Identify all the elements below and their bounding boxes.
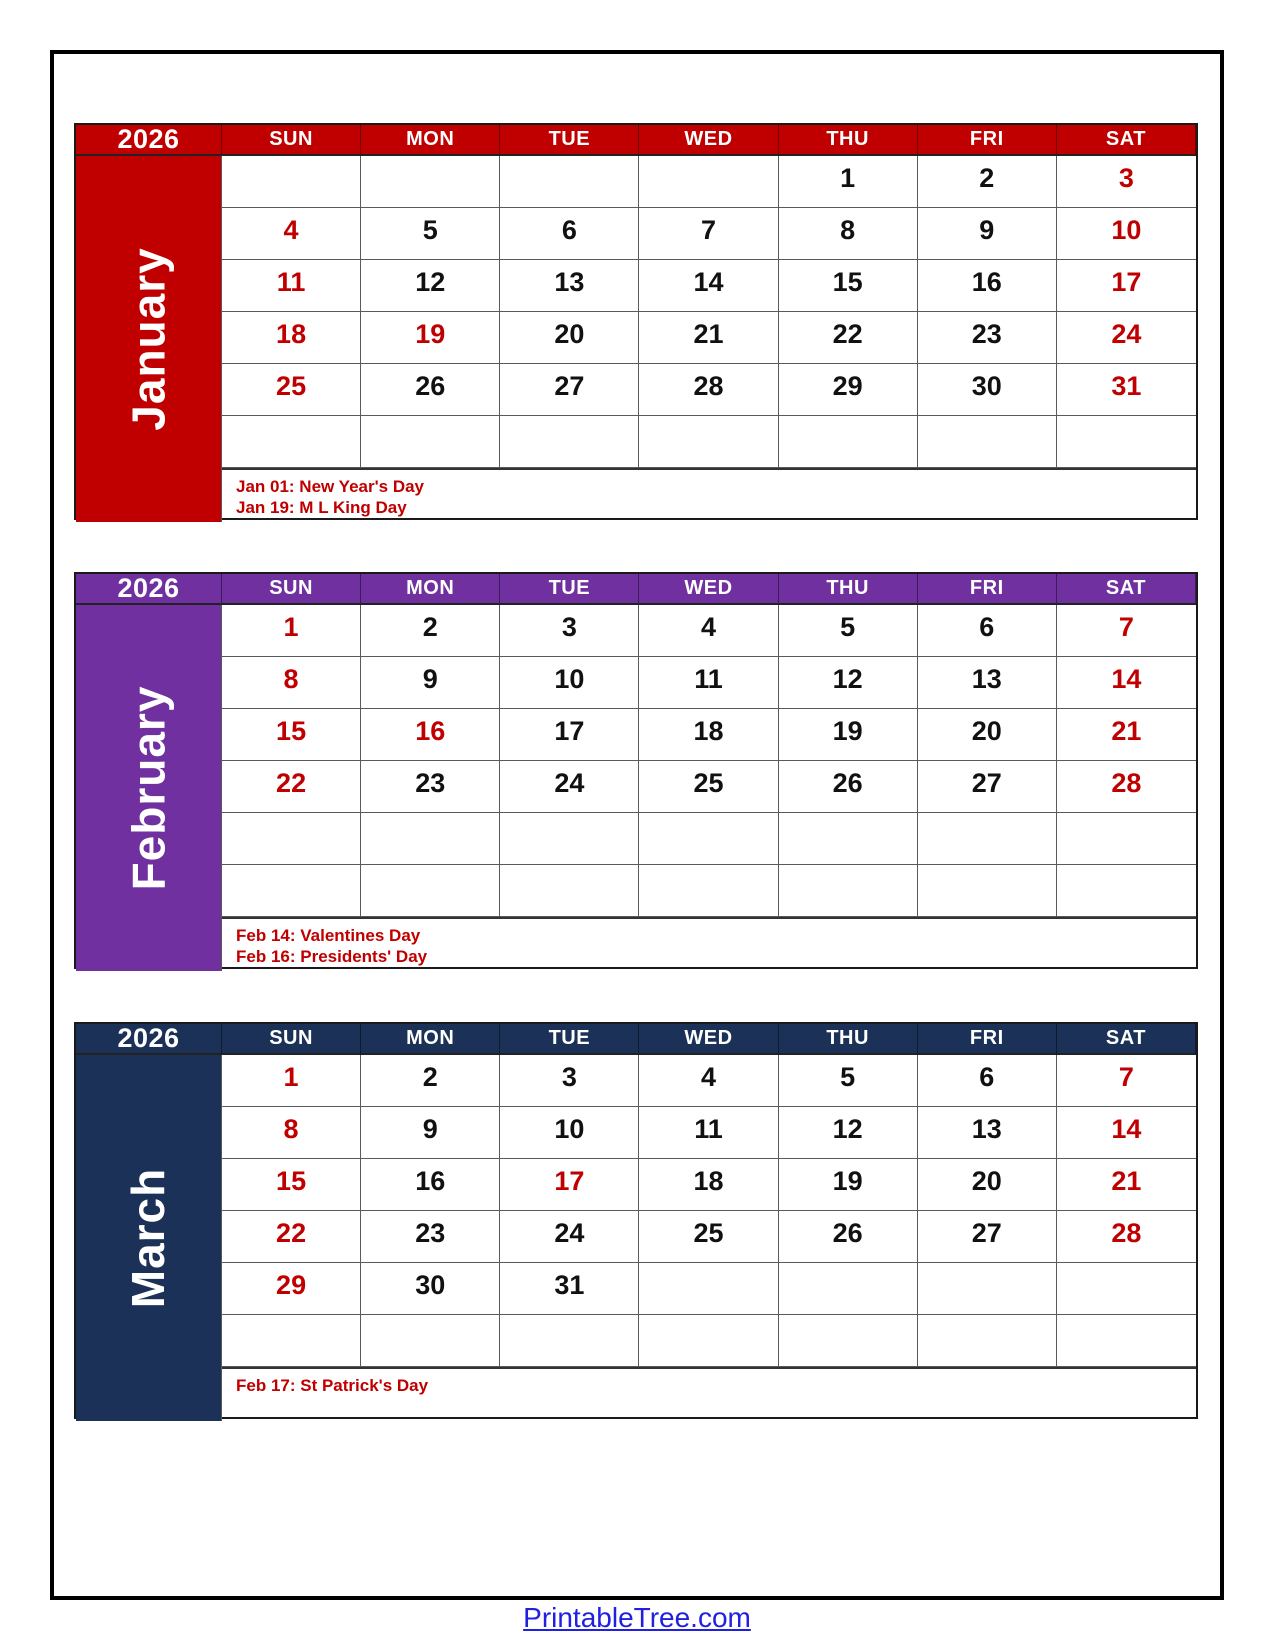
date-cell-empty xyxy=(639,416,778,468)
date-cell-february-14: 14 xyxy=(1057,657,1196,709)
date-cell-empty xyxy=(779,416,918,468)
month-band-february xyxy=(76,605,222,971)
holiday-note: Feb 16: Presidents' Day xyxy=(236,947,428,966)
date-cell-march-26: 26 xyxy=(779,1211,918,1263)
month-table-march xyxy=(74,1022,1198,1419)
date-cell-january-8: 8 xyxy=(779,208,918,260)
date-cell-january-10: 10 xyxy=(1057,208,1196,260)
weekday-header-mon: MON xyxy=(361,574,500,605)
date-cell-empty xyxy=(500,416,639,468)
date-cell-january-7: 7 xyxy=(639,208,778,260)
year-label: 2026 xyxy=(76,1024,222,1055)
date-cell-empty xyxy=(222,865,361,917)
date-cell-march-10: 10 xyxy=(500,1107,639,1159)
holiday-note: Jan 01: New Year's Day xyxy=(236,477,425,496)
printabletree-link[interactable]: PrintableTree.com xyxy=(523,1602,751,1633)
weekday-header-sat: SAT xyxy=(1057,574,1196,605)
date-cell-january-23: 23 xyxy=(918,312,1057,364)
date-cell-empty xyxy=(779,1263,918,1315)
year-label: 2026 xyxy=(76,574,222,605)
date-cell-january-22: 22 xyxy=(779,312,918,364)
date-cell-march-19: 19 xyxy=(779,1159,918,1211)
date-cell-empty xyxy=(918,1263,1057,1315)
weekday-header-mon: MON xyxy=(361,1024,500,1055)
weekday-header-sun: SUN xyxy=(222,574,361,605)
date-cell-march-15: 15 xyxy=(222,1159,361,1211)
date-cell-january-9: 9 xyxy=(918,208,1057,260)
date-cell-march-28: 28 xyxy=(1057,1211,1196,1263)
holiday-notes xyxy=(222,1367,1196,1421)
date-cell-january-6: 6 xyxy=(500,208,639,260)
date-cell-february-9: 9 xyxy=(361,657,500,709)
date-cell-march-7: 7 xyxy=(1057,1055,1196,1107)
date-cell-january-28: 28 xyxy=(639,364,778,416)
year-label: 2026 xyxy=(76,125,222,156)
weekday-header-sat: SAT xyxy=(1057,125,1196,156)
date-cell-march-25: 25 xyxy=(639,1211,778,1263)
date-cell-empty xyxy=(639,1263,778,1315)
date-cell-february-20: 20 xyxy=(918,709,1057,761)
date-cell-empty xyxy=(639,156,778,208)
date-cell-empty xyxy=(779,813,918,865)
weekday-header-wed: WED xyxy=(639,1024,778,1055)
date-cell-empty xyxy=(918,416,1057,468)
date-cell-january-13: 13 xyxy=(500,260,639,312)
date-cell-february-28: 28 xyxy=(1057,761,1196,813)
date-cell-february-26: 26 xyxy=(779,761,918,813)
date-cell-january-20: 20 xyxy=(500,312,639,364)
date-cell-february-17: 17 xyxy=(500,709,639,761)
date-cell-empty xyxy=(779,1315,918,1367)
date-cell-january-17: 17 xyxy=(1057,260,1196,312)
date-cell-january-3: 3 xyxy=(1057,156,1196,208)
date-cell-empty xyxy=(639,865,778,917)
date-cell-march-29: 29 xyxy=(222,1263,361,1315)
date-cell-empty xyxy=(1057,813,1196,865)
date-cell-march-1: 1 xyxy=(222,1055,361,1107)
date-cell-empty xyxy=(1057,1263,1196,1315)
date-cell-empty xyxy=(500,813,639,865)
date-cell-empty xyxy=(918,1315,1057,1367)
date-cell-empty xyxy=(500,865,639,917)
date-cell-january-27: 27 xyxy=(500,364,639,416)
holiday-note: Jan 19: M L King Day xyxy=(236,498,407,517)
date-cell-february-22: 22 xyxy=(222,761,361,813)
month-table-february xyxy=(74,572,1198,969)
month-name-label: March xyxy=(122,1167,175,1309)
date-cell-january-24: 24 xyxy=(1057,312,1196,364)
weekday-header-fri: FRI xyxy=(918,125,1057,156)
date-cell-february-16: 16 xyxy=(361,709,500,761)
date-cell-empty xyxy=(222,156,361,208)
date-cell-february-6: 6 xyxy=(918,605,1057,657)
date-cell-march-12: 12 xyxy=(779,1107,918,1159)
date-cell-march-5: 5 xyxy=(779,1055,918,1107)
weekday-header-tue: TUE xyxy=(500,1024,639,1055)
date-cell-empty xyxy=(361,416,500,468)
weekday-header-wed: WED xyxy=(639,125,778,156)
date-cell-march-31: 31 xyxy=(500,1263,639,1315)
date-cell-march-6: 6 xyxy=(918,1055,1057,1107)
weekday-header-tue: TUE xyxy=(500,125,639,156)
date-cell-empty xyxy=(1057,1315,1196,1367)
date-cell-march-8: 8 xyxy=(222,1107,361,1159)
month-name-label: February xyxy=(122,685,175,891)
date-cell-march-22: 22 xyxy=(222,1211,361,1263)
date-cell-january-30: 30 xyxy=(918,364,1057,416)
date-cell-january-4: 4 xyxy=(222,208,361,260)
date-cell-empty xyxy=(500,156,639,208)
date-cell-march-14: 14 xyxy=(1057,1107,1196,1159)
date-cell-february-12: 12 xyxy=(779,657,918,709)
date-cell-january-18: 18 xyxy=(222,312,361,364)
date-cell-march-13: 13 xyxy=(918,1107,1057,1159)
date-cell-march-21: 21 xyxy=(1057,1159,1196,1211)
date-cell-january-25: 25 xyxy=(222,364,361,416)
date-cell-january-19: 19 xyxy=(361,312,500,364)
date-cell-january-14: 14 xyxy=(639,260,778,312)
month-band-january xyxy=(76,156,222,522)
date-cell-empty xyxy=(222,1315,361,1367)
month-band-march xyxy=(76,1055,222,1421)
holiday-note: Feb 14: Valentines Day xyxy=(236,926,421,945)
date-cell-march-11: 11 xyxy=(639,1107,778,1159)
date-cell-january-26: 26 xyxy=(361,364,500,416)
date-cell-january-29: 29 xyxy=(779,364,918,416)
weekday-header-fri: FRI xyxy=(918,574,1057,605)
date-cell-january-16: 16 xyxy=(918,260,1057,312)
weekday-header-thu: THU xyxy=(779,125,918,156)
date-cell-february-11: 11 xyxy=(639,657,778,709)
date-cell-january-12: 12 xyxy=(361,260,500,312)
date-cell-february-18: 18 xyxy=(639,709,778,761)
date-cell-march-20: 20 xyxy=(918,1159,1057,1211)
date-cell-empty xyxy=(779,865,918,917)
date-cell-march-3: 3 xyxy=(500,1055,639,1107)
date-cell-march-16: 16 xyxy=(361,1159,500,1211)
month-name-label: January xyxy=(122,247,175,431)
date-cell-february-7: 7 xyxy=(1057,605,1196,657)
date-cell-march-17: 17 xyxy=(500,1159,639,1211)
date-cell-march-27: 27 xyxy=(918,1211,1057,1263)
date-cell-february-2: 2 xyxy=(361,605,500,657)
holiday-notes xyxy=(222,468,1196,522)
date-cell-february-15: 15 xyxy=(222,709,361,761)
weekday-header-wed: WED xyxy=(639,574,778,605)
holiday-note: Feb 17: St Patrick's Day xyxy=(236,1376,429,1395)
date-cell-empty xyxy=(1057,416,1196,468)
date-cell-empty xyxy=(361,813,500,865)
date-cell-january-31: 31 xyxy=(1057,364,1196,416)
weekday-header-thu: THU xyxy=(779,574,918,605)
weekday-header-sat: SAT xyxy=(1057,1024,1196,1055)
date-cell-january-21: 21 xyxy=(639,312,778,364)
date-cell-march-30: 30 xyxy=(361,1263,500,1315)
date-cell-february-3: 3 xyxy=(500,605,639,657)
date-cell-march-2: 2 xyxy=(361,1055,500,1107)
holiday-notes xyxy=(222,917,1196,971)
date-cell-march-18: 18 xyxy=(639,1159,778,1211)
date-cell-january-15: 15 xyxy=(779,260,918,312)
date-cell-march-23: 23 xyxy=(361,1211,500,1263)
date-cell-empty xyxy=(918,813,1057,865)
date-cell-empty xyxy=(639,1315,778,1367)
weekday-header-sun: SUN xyxy=(222,125,361,156)
date-cell-february-24: 24 xyxy=(500,761,639,813)
weekday-header-sun: SUN xyxy=(222,1024,361,1055)
date-cell-february-21: 21 xyxy=(1057,709,1196,761)
month-table-january xyxy=(74,123,1198,520)
date-cell-january-11: 11 xyxy=(222,260,361,312)
date-cell-march-4: 4 xyxy=(639,1055,778,1107)
weekday-header-thu: THU xyxy=(779,1024,918,1055)
date-cell-march-9: 9 xyxy=(361,1107,500,1159)
weekday-header-fri: FRI xyxy=(918,1024,1057,1055)
date-cell-empty xyxy=(222,416,361,468)
date-cell-february-4: 4 xyxy=(639,605,778,657)
date-cell-empty xyxy=(639,813,778,865)
date-cell-february-13: 13 xyxy=(918,657,1057,709)
date-cell-february-1: 1 xyxy=(222,605,361,657)
date-cell-empty xyxy=(361,1315,500,1367)
weekday-header-mon: MON xyxy=(361,125,500,156)
date-cell-january-1: 1 xyxy=(779,156,918,208)
date-cell-february-8: 8 xyxy=(222,657,361,709)
date-cell-empty xyxy=(1057,865,1196,917)
date-cell-empty xyxy=(918,865,1057,917)
date-cell-february-25: 25 xyxy=(639,761,778,813)
date-cell-empty xyxy=(222,813,361,865)
date-cell-march-24: 24 xyxy=(500,1211,639,1263)
weekday-header-tue: TUE xyxy=(500,574,639,605)
date-cell-february-19: 19 xyxy=(779,709,918,761)
footer xyxy=(54,1602,1220,1634)
date-cell-empty xyxy=(361,156,500,208)
date-cell-january-5: 5 xyxy=(361,208,500,260)
date-cell-february-23: 23 xyxy=(361,761,500,813)
date-cell-february-27: 27 xyxy=(918,761,1057,813)
date-cell-february-5: 5 xyxy=(779,605,918,657)
date-cell-empty xyxy=(500,1315,639,1367)
date-cell-january-2: 2 xyxy=(918,156,1057,208)
date-cell-february-10: 10 xyxy=(500,657,639,709)
date-cell-empty xyxy=(361,865,500,917)
page-border-frame xyxy=(50,50,1224,1633)
